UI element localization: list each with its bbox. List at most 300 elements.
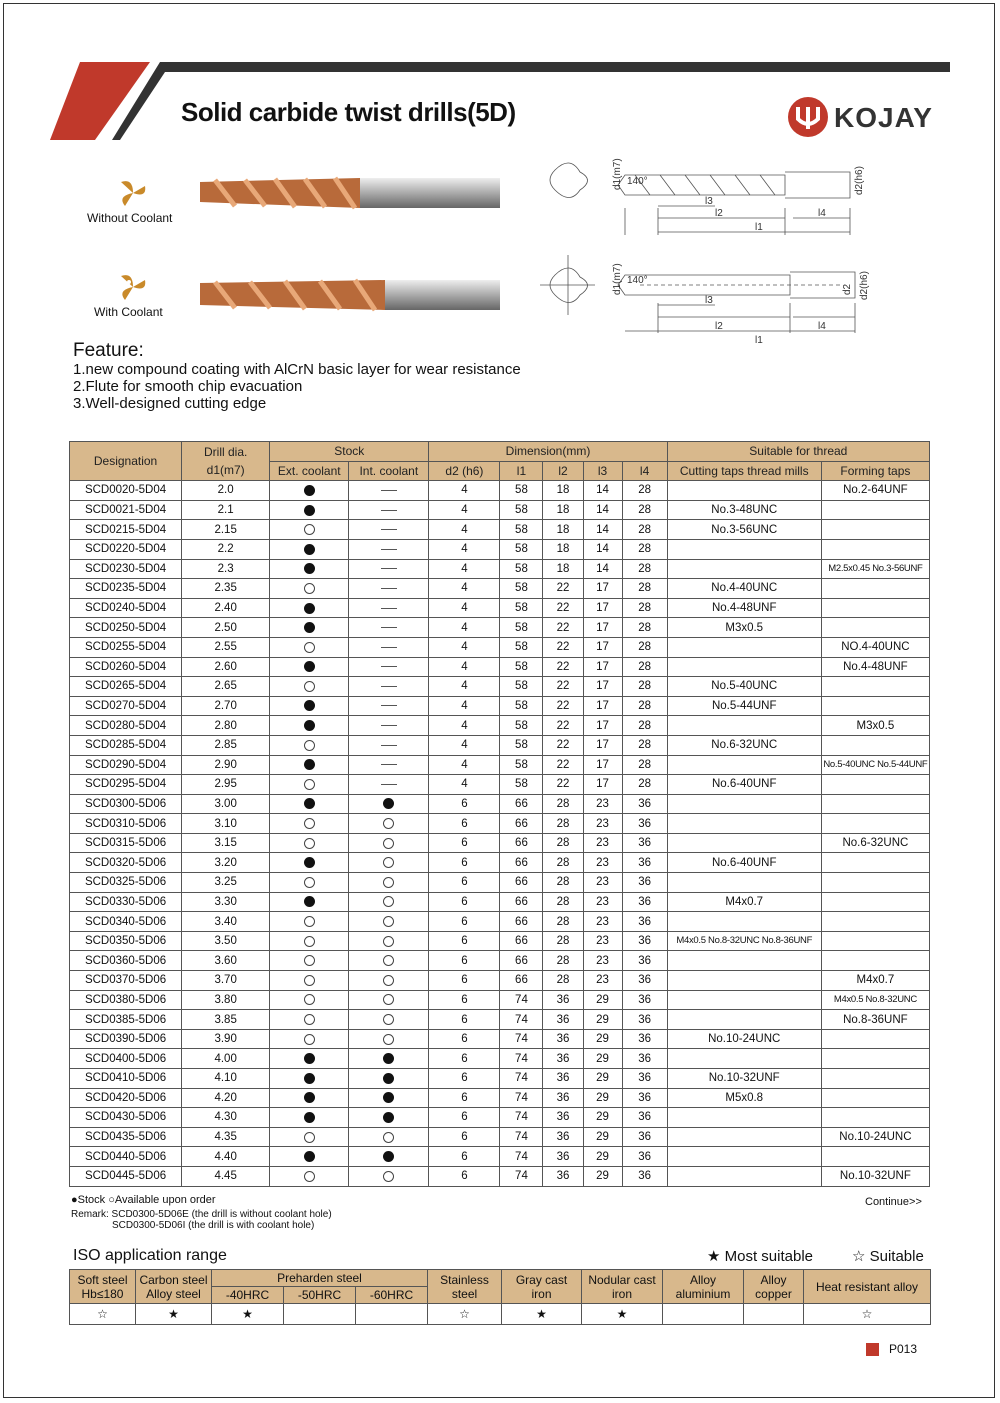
cell-ext-coolant (270, 755, 349, 775)
cell-cutting-taps (667, 637, 821, 657)
cell-int-coolant (349, 1166, 429, 1186)
cell-l3: 17 (583, 775, 622, 795)
filled-circle-icon (304, 622, 315, 633)
cell-ext-coolant (270, 990, 349, 1010)
cell-l4: 28 (622, 539, 667, 559)
d1-label-2: d1(m7) (612, 263, 623, 295)
cell-l3: 29 (583, 1108, 622, 1128)
header-drill-dia-label: Drill dia. (203, 445, 248, 460)
cell-l3: 17 (583, 735, 622, 755)
dash-icon (381, 705, 397, 706)
cell-l3: 29 (583, 1166, 622, 1186)
cell-int-coolant (349, 637, 429, 657)
cell-l3: 14 (583, 539, 622, 559)
cell-ext-coolant (270, 1010, 349, 1030)
cell-l3: 29 (583, 1010, 622, 1030)
filled-circle-icon (304, 544, 315, 555)
cell-drill-dia: 2.60 (182, 657, 270, 677)
cell-cutting-taps: No.5-44UNF (667, 696, 821, 716)
cell-d2: 4 (429, 618, 500, 638)
open-circle-icon (304, 994, 315, 1005)
cell-ext-coolant (270, 951, 349, 971)
iso-gray-cast (502, 1270, 582, 1304)
cell-drill-dia: 3.25 (182, 873, 270, 893)
cell-ext-coolant (270, 1166, 349, 1186)
cell-int-coolant (349, 892, 429, 912)
table-row (70, 1010, 930, 1030)
cell-l3: 23 (583, 931, 622, 951)
cell-drill-dia: 2.70 (182, 696, 270, 716)
cell-l2: 28 (543, 931, 583, 951)
cell-l4: 28 (622, 775, 667, 795)
header-ext-coolant: Ext. coolant (270, 461, 349, 481)
kojay-logo-icon (786, 95, 830, 139)
cell-d2: 6 (429, 1088, 500, 1108)
cell-ext-coolant (270, 1029, 349, 1049)
cell-l2: 36 (543, 1127, 583, 1147)
cell-ext-coolant (270, 579, 349, 599)
cell-ext-coolant (270, 931, 349, 951)
cell-forming-taps (821, 677, 929, 697)
cell-l4: 36 (622, 971, 667, 991)
cell-designation: SCD0430-5D06 (70, 1108, 182, 1128)
cell-drill-dia: 2.1 (182, 500, 270, 520)
angle-label-2: 140° (627, 275, 648, 286)
cell-int-coolant (349, 696, 429, 716)
cell-l4: 28 (622, 579, 667, 599)
iso-stainless-label: Stainless (440, 1272, 489, 1287)
cell-drill-dia: 3.85 (182, 1010, 270, 1030)
open-circle-icon (304, 1034, 315, 1045)
table-row (70, 794, 930, 814)
cell-l3: 17 (583, 677, 622, 697)
open-circle-icon (383, 975, 394, 986)
dash-icon (381, 510, 397, 511)
cell-int-coolant (349, 579, 429, 599)
dash-icon (381, 784, 397, 785)
cell-d2: 6 (429, 794, 500, 814)
cell-designation: SCD0240-5D04 (70, 598, 182, 618)
filled-circle-icon (304, 1053, 315, 1064)
red-banner-shape (50, 62, 150, 140)
cell-l4: 36 (622, 814, 667, 834)
cell-l4: 28 (622, 637, 667, 657)
iso-gray-cast-label: Gray cast (515, 1272, 568, 1287)
cell-cutting-taps: No.10-32UNF (667, 1069, 821, 1089)
header-designation: Designation (70, 442, 182, 481)
cell-d2: 6 (429, 1166, 500, 1186)
cell-cutting-taps: No.6-40UNF (667, 853, 821, 873)
cell-l3: 29 (583, 1147, 622, 1167)
iso-nodular-cast (582, 1270, 663, 1304)
cell-drill-dia: 3.20 (182, 853, 270, 873)
cell-forming-taps (821, 892, 929, 912)
table-row (70, 559, 930, 579)
cell-forming-taps: No.10-32UNF (821, 1166, 929, 1186)
cell-l3: 23 (583, 833, 622, 853)
open-circle-icon (304, 1014, 315, 1025)
cell-l2: 36 (543, 1069, 583, 1089)
cell-ext-coolant (270, 559, 349, 579)
cell-designation: SCD0380-5D06 (70, 990, 182, 1010)
cell-cutting-taps: No.4-40UNC (667, 579, 821, 599)
filled-circle-icon (304, 798, 315, 809)
dash-icon (381, 647, 397, 648)
feature-item-3: 3.Well-designed cutting edge (73, 395, 267, 412)
cell-cutting-taps: No.4-48UNF (667, 598, 821, 618)
table-row (70, 598, 930, 618)
cell-drill-dia: 2.3 (182, 559, 270, 579)
drill-tip-coolant-icon (115, 272, 151, 302)
iso-soft-steel-hardness: Hb≤180 (81, 1286, 124, 1301)
filled-circle-icon (383, 1151, 394, 1162)
cell-forming-taps: No.6-32UNC (821, 833, 929, 853)
cell-ext-coolant (270, 539, 349, 559)
cell-l2: 36 (543, 1108, 583, 1128)
cell-cutting-taps (667, 657, 821, 677)
cell-designation: SCD0435-5D06 (70, 1127, 182, 1147)
cell-ext-coolant (270, 1049, 349, 1069)
cell-l3: 14 (583, 520, 622, 540)
open-circle-icon (383, 916, 394, 927)
cell-d2: 4 (429, 500, 500, 520)
cell-designation: SCD0235-5D04 (70, 579, 182, 599)
cell-drill-dia: 3.50 (182, 931, 270, 951)
iso-rating-cell: ☆ (804, 1304, 931, 1325)
open-circle-icon (304, 1132, 315, 1143)
cell-int-coolant (349, 716, 429, 736)
cell-int-coolant (349, 1049, 429, 1069)
cell-l3: 17 (583, 716, 622, 736)
iso-alloy-aluminium (663, 1270, 744, 1304)
cell-d2: 4 (429, 559, 500, 579)
cell-l1: 74 (500, 1088, 543, 1108)
iso-heat-resistant: Heat resistant alloy (804, 1270, 931, 1304)
iso-alloy-label-2: Alloy (760, 1272, 787, 1287)
cell-forming-taps (821, 853, 929, 873)
cell-d2: 4 (429, 481, 500, 501)
dash-icon (381, 549, 397, 550)
cell-l1: 58 (500, 637, 543, 657)
iso-preharden: Preharden steel (212, 1270, 428, 1287)
cell-l4: 28 (622, 755, 667, 775)
table-row (70, 579, 930, 599)
cell-l2: 22 (543, 696, 583, 716)
table-row (70, 716, 930, 736)
cell-ext-coolant (270, 500, 349, 520)
open-circle-icon (304, 975, 315, 986)
table-row (70, 1147, 930, 1167)
cell-l2: 22 (543, 598, 583, 618)
header-drill-dia-unit: d1(m7) (206, 463, 245, 478)
table-row (70, 1108, 930, 1128)
cell-d2: 6 (429, 912, 500, 932)
cell-drill-dia: 3.70 (182, 971, 270, 991)
iso-alloy-steel-label: Alloy steel (146, 1286, 201, 1301)
dash-icon (381, 568, 397, 569)
cell-l3: 17 (583, 598, 622, 618)
filled-circle-icon (304, 759, 315, 770)
cell-cutting-taps: No.6-32UNC (667, 735, 821, 755)
open-circle-icon (383, 1034, 394, 1045)
cell-designation: SCD0220-5D04 (70, 539, 182, 559)
filled-circle-icon (304, 505, 315, 516)
cell-drill-dia: 3.80 (182, 990, 270, 1010)
cell-l4: 36 (622, 1069, 667, 1089)
cell-d2: 6 (429, 873, 500, 893)
cell-d2: 6 (429, 1147, 500, 1167)
cell-d2: 4 (429, 696, 500, 716)
cell-ext-coolant (270, 637, 349, 657)
cell-ext-coolant (270, 971, 349, 991)
open-circle-icon (383, 994, 394, 1005)
cell-l2: 28 (543, 853, 583, 873)
cell-drill-dia: 2.90 (182, 755, 270, 775)
cell-forming-taps (821, 618, 929, 638)
cell-drill-dia: 3.10 (182, 814, 270, 834)
cell-l4: 28 (622, 657, 667, 677)
cell-l2: 18 (543, 500, 583, 520)
cell-cutting-taps (667, 873, 821, 893)
cell-drill-dia: 4.00 (182, 1049, 270, 1069)
cell-l1: 74 (500, 1010, 543, 1030)
cell-l2: 36 (543, 1166, 583, 1186)
cell-l2: 22 (543, 755, 583, 775)
open-circle-icon (304, 524, 315, 535)
table-row (70, 481, 930, 501)
cell-l4: 36 (622, 951, 667, 971)
cell-l3: 17 (583, 696, 622, 716)
header-l4: l4 (622, 461, 667, 481)
cell-d2: 6 (429, 1108, 500, 1128)
open-circle-icon (383, 955, 394, 966)
cell-d2: 6 (429, 833, 500, 853)
cell-forming-taps (821, 1069, 929, 1089)
cell-l2: 36 (543, 990, 583, 1010)
cell-ext-coolant (270, 696, 349, 716)
cell-l1: 74 (500, 1108, 543, 1128)
cell-cutting-taps (667, 1010, 821, 1030)
cell-forming-taps: No.4-48UNF (821, 657, 929, 677)
cell-d2: 6 (429, 853, 500, 873)
cell-int-coolant (349, 1147, 429, 1167)
cell-l1: 74 (500, 1029, 543, 1049)
cell-designation: SCD0215-5D04 (70, 520, 182, 540)
cell-forming-taps (821, 598, 929, 618)
most-suitable-legend: ★ Most suitable (707, 1248, 813, 1265)
cell-int-coolant (349, 1088, 429, 1108)
l4-label: l4 (818, 208, 826, 219)
cell-forming-taps (821, 735, 929, 755)
cell-l4: 28 (622, 716, 667, 736)
cell-l4: 36 (622, 873, 667, 893)
iso-table (69, 1269, 931, 1325)
cell-drill-dia: 3.00 (182, 794, 270, 814)
cell-int-coolant (349, 951, 429, 971)
cell-d2: 6 (429, 1069, 500, 1089)
table-row (70, 833, 930, 853)
cell-d2: 4 (429, 755, 500, 775)
cell-drill-dia: 2.35 (182, 579, 270, 599)
cell-int-coolant (349, 657, 429, 677)
cell-drill-dia: 3.15 (182, 833, 270, 853)
cell-l2: 36 (543, 1088, 583, 1108)
cell-l4: 28 (622, 559, 667, 579)
filled-circle-icon (304, 1073, 315, 1084)
cell-d2: 6 (429, 931, 500, 951)
filled-circle-icon (304, 485, 315, 496)
cell-d2: 6 (429, 951, 500, 971)
cell-drill-dia: 3.30 (182, 892, 270, 912)
cell-l2: 22 (543, 579, 583, 599)
iso-rating-cell (663, 1304, 744, 1325)
dash-icon (381, 490, 397, 491)
cell-l1: 66 (500, 833, 543, 853)
iso-rating-cell: ★ (136, 1304, 212, 1325)
open-circle-icon (383, 857, 394, 868)
cell-drill-dia: 2.15 (182, 520, 270, 540)
drill-with-coolant-image (195, 275, 505, 315)
cell-l4: 36 (622, 1010, 667, 1030)
cell-designation: SCD0440-5D06 (70, 1147, 182, 1167)
cell-l2: 18 (543, 481, 583, 501)
iso-rating-cell: ★ (582, 1304, 663, 1325)
l3-label: l3 (705, 196, 713, 207)
cell-d2: 4 (429, 579, 500, 599)
cell-l1: 58 (500, 716, 543, 736)
cell-ext-coolant (270, 657, 349, 677)
cell-drill-dia: 2.85 (182, 735, 270, 755)
cell-cutting-taps: No.3-56UNC (667, 520, 821, 540)
header-cutting-taps: Cutting taps thread mills (667, 461, 821, 481)
cell-int-coolant (349, 853, 429, 873)
drill-without-coolant-image (195, 172, 505, 212)
d2-label-2: d2(h6) (859, 271, 870, 300)
header-thread: Suitable for thread (667, 442, 929, 462)
cell-d2: 6 (429, 1127, 500, 1147)
cell-l1: 66 (500, 971, 543, 991)
drill-tip-icon (115, 178, 151, 208)
cell-cutting-taps: M5x0.8 (667, 1088, 821, 1108)
cell-l4: 28 (622, 735, 667, 755)
technical-drawing (540, 150, 870, 346)
cell-cutting-taps (667, 951, 821, 971)
table-row (70, 520, 930, 540)
table-row (70, 657, 930, 677)
cell-int-coolant (349, 520, 429, 540)
cell-l3: 14 (583, 500, 622, 520)
cell-d2: 6 (429, 892, 500, 912)
cell-designation: SCD0445-5D06 (70, 1166, 182, 1186)
filled-circle-icon (383, 1092, 394, 1103)
cell-cutting-taps (667, 794, 821, 814)
cell-ext-coolant (270, 853, 349, 873)
angle-label: 140° (627, 176, 648, 187)
filled-circle-icon (304, 720, 315, 731)
cell-drill-dia: 4.30 (182, 1108, 270, 1128)
cell-l1: 66 (500, 892, 543, 912)
header-stock: Stock (270, 442, 429, 462)
cell-int-coolant (349, 912, 429, 932)
cell-l4: 36 (622, 833, 667, 853)
iso-carbon-steel (136, 1270, 212, 1304)
open-circle-icon (304, 583, 315, 594)
feature-item-2: 2.Flute for smooth chip evacuation (73, 378, 303, 395)
cell-ext-coolant (270, 481, 349, 501)
filled-circle-icon (383, 1073, 394, 1084)
cell-designation: SCD0410-5D06 (70, 1069, 182, 1089)
cell-ext-coolant (270, 677, 349, 697)
cell-cutting-taps (667, 481, 821, 501)
page-marker-icon (866, 1343, 879, 1356)
table-row (70, 735, 930, 755)
cell-l2: 22 (543, 716, 583, 736)
iso-gray-iron-label: iron (531, 1286, 552, 1301)
cell-l4: 36 (622, 892, 667, 912)
filled-circle-icon (383, 1112, 394, 1123)
cell-drill-dia: 2.50 (182, 618, 270, 638)
cell-l1: 58 (500, 657, 543, 677)
cell-l3: 23 (583, 912, 622, 932)
cell-l3: 29 (583, 990, 622, 1010)
cell-l4: 28 (622, 598, 667, 618)
open-circle-icon (304, 642, 315, 653)
header-l3: l3 (583, 461, 622, 481)
table-row (70, 696, 930, 716)
table-row (70, 1029, 930, 1049)
cell-l3: 23 (583, 853, 622, 873)
cell-l3: 14 (583, 481, 622, 501)
cell-drill-dia: 4.35 (182, 1127, 270, 1147)
cell-l1: 66 (500, 794, 543, 814)
table-row (70, 971, 930, 991)
cell-l4: 28 (622, 481, 667, 501)
remark-2: SCD0300-5D06I (the drill is with coolant hole) (112, 1220, 315, 1231)
open-circle-icon (383, 1014, 394, 1025)
cell-int-coolant (349, 755, 429, 775)
cell-forming-taps: No.8-36UNF (821, 1010, 929, 1030)
iso-rating-cell (744, 1304, 804, 1325)
header-l2: l2 (543, 461, 583, 481)
table-row (70, 1166, 930, 1186)
cell-l4: 36 (622, 912, 667, 932)
filled-circle-icon (383, 798, 394, 809)
cell-designation: SCD0310-5D06 (70, 814, 182, 834)
cell-d2: 4 (429, 735, 500, 755)
header-dimension: Dimension(mm) (429, 442, 667, 462)
cell-l1: 58 (500, 500, 543, 520)
table-row (70, 853, 930, 873)
cell-l2: 36 (543, 1010, 583, 1030)
cell-drill-dia: 4.40 (182, 1147, 270, 1167)
cell-designation: SCD0250-5D04 (70, 618, 182, 638)
cell-l2: 36 (543, 1029, 583, 1049)
dash-icon (381, 588, 397, 589)
dash-icon (381, 725, 397, 726)
table-row (70, 1127, 930, 1147)
cell-forming-taps (821, 873, 929, 893)
cell-forming-taps (821, 1088, 929, 1108)
header-d2: d2 (h6) (429, 461, 500, 481)
table-row (70, 912, 930, 932)
cell-d2: 6 (429, 1029, 500, 1049)
table-row (70, 814, 930, 834)
cell-cutting-taps (667, 814, 821, 834)
cell-int-coolant (349, 873, 429, 893)
iso-nodular-cast-label: Nodular cast (588, 1272, 656, 1287)
table-row (70, 892, 930, 912)
cell-int-coolant (349, 539, 429, 559)
